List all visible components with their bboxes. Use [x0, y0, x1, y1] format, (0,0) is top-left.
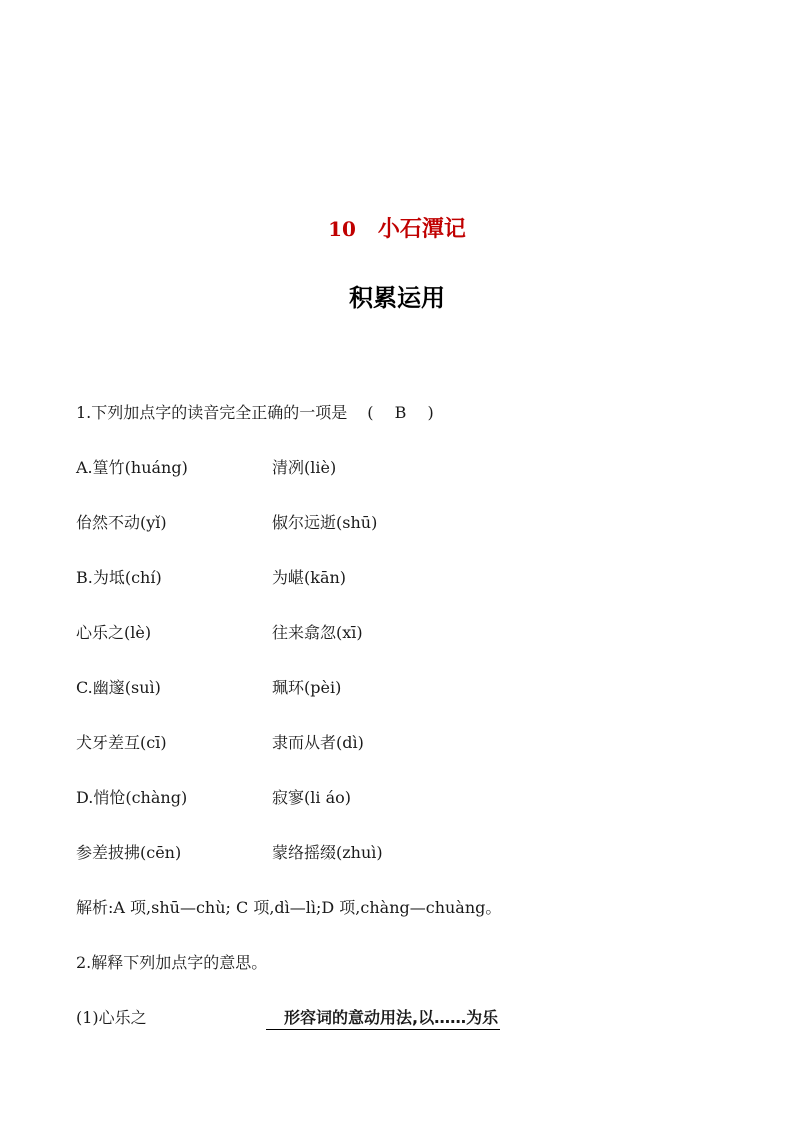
option-row — [76, 733, 364, 753]
chapter-title — [0, 212, 794, 243]
option-right: 寂寥(li áo) — [272, 788, 351, 807]
question-2-item — [76, 1008, 499, 1028]
option-row — [76, 678, 342, 698]
question-1-text: 1.下列加点字的读音完全正确的一项是 — [76, 403, 348, 422]
option-left: 犬牙差互(cī) — [76, 733, 167, 752]
answer-bracket: ( B ) — [367, 403, 434, 422]
chapter-title-text: 小石潭记 — [377, 217, 466, 242]
option-left: 心乐之(lè) — [76, 623, 152, 642]
option-left: 参差披拂(cēn) — [76, 843, 182, 862]
option-left: A.篁竹(huáng) — [76, 458, 188, 477]
option-right: 俶尔远逝(shū) — [272, 513, 378, 532]
option-left: 佁然不动(yǐ) — [76, 513, 167, 532]
option-right: 珮环(pèi) — [272, 678, 342, 697]
option-right: 为嵁(kān) — [272, 568, 347, 587]
option-left: B.为坻(chí) — [76, 568, 162, 587]
option-left: C.幽邃(suì) — [76, 678, 161, 697]
answer-choice: B — [394, 403, 407, 422]
question-2-stem: 2.解释下列加点字的意思。 — [76, 953, 268, 972]
question-1-stem — [76, 403, 434, 423]
option-row — [76, 623, 363, 643]
section-title: 积累运用 — [349, 284, 445, 312]
option-row — [76, 843, 383, 863]
option-right: 隶而从者(dì) — [272, 733, 364, 752]
option-right: 蒙络摇缀(zhuì) — [272, 843, 383, 862]
option-left: D.悄怆(chàng) — [76, 788, 188, 807]
option-right: 往来翕忽(xī) — [272, 623, 363, 642]
item-label: (1)心乐之 — [76, 1008, 147, 1027]
fill-in-answer: 形容词的意动用法,以……为乐 — [266, 1008, 500, 1030]
option-row — [76, 458, 337, 478]
option-row — [76, 788, 351, 808]
option-row — [76, 568, 347, 588]
chapter-number: 10 — [328, 217, 356, 241]
option-right: 清冽(liè) — [272, 458, 337, 477]
option-row — [76, 513, 378, 533]
explanation: 解析:A 项,shū—chù; C 项,dì—lì;D 项,chàng—chuàng。 — [76, 898, 502, 917]
